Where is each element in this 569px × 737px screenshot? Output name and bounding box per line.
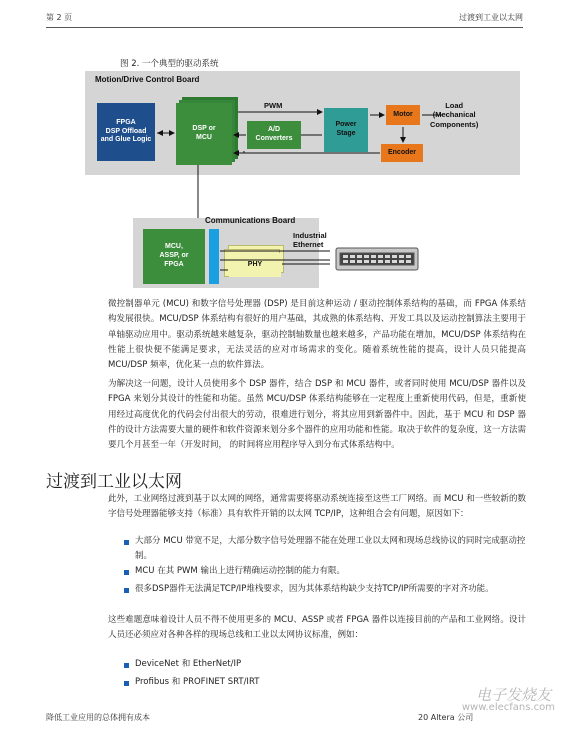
bullet-marker <box>124 570 129 575</box>
bullet-marker <box>124 681 129 686</box>
industrial-ethernet-label: Industrial Ethernet <box>293 231 327 250</box>
bullet-marker <box>124 540 129 545</box>
closing-paragraph: 这些难题意味着设计人员不得不使用更多的 MCU、ASSP 或者 FPGA 器件以连接目前的产品和工业网络。设计人员还必须应对各种各样的现场总线和工业以太网协议标准，例如： <box>108 615 526 641</box>
motor-box: Motor <box>386 105 420 125</box>
bullet-item-2: MCU 在其 PWM 输出上进行精确运动控制的能力有限。 <box>135 566 345 576</box>
ethernet-switch <box>336 248 418 270</box>
fpga-box: FPGA DSP Offload and Glue Logic <box>97 103 155 161</box>
mcu-assp-fpga-box: MCU, ASSP, or FPGA <box>143 229 205 284</box>
footer-publisher: 20 Altera 公司 <box>418 713 474 722</box>
watermark-brand: 电子发烧友 <box>475 686 551 704</box>
figure-caption: 图 2. 一个典型的驱动系统 <box>120 59 219 69</box>
board-title: Motion/Drive Control Board <box>95 75 200 84</box>
bullet-marker <box>124 663 129 668</box>
section-heading: 过渡到工业以太网 <box>46 472 182 492</box>
bullet-item-3: 很多DSP器件无法满足TCP/IP堆栈要求，因为其体系结构缺少支持TCP/IP所需要的字对齐功能。 <box>135 584 494 594</box>
dsp-mcu-box: DSP or MCU <box>176 103 232 165</box>
bullet-item-1: 大部分 MCU 带宽不足，大部分数字信号处理器不能在处理工业以太网和现场总线协议的同时完成驱动控制。 <box>135 536 526 561</box>
ad-converters-box: A/D Converters <box>247 121 301 149</box>
running-title: 过渡到工业以太网 <box>459 13 523 22</box>
pwm-label: PWM <box>264 101 283 110</box>
power-stage-box: Power Stage <box>324 108 368 152</box>
footer-title: 降低工业应用的总体拥有成本 <box>46 713 150 722</box>
paragraph-1: 微控制器单元 (MCU) 和数字信号处理器 (DSP) 是目前这种运动 / 驱动控制体系结构的基础，而 FPGA 体系结构发展很快。MCU/DSP 体系结构有很好的用户基础，其成熟的体系结构、开发工具以及运动控制算法主要用于单轴驱动应用中。驱动系统越来越复杂，驱动控制轴数量也越来越多，产品功能在增加，MCU/DSP 体系结构在性能上很快便不能满足要求，无法灵活的应对市场需求的变化。随着系统性能的提高，设计人员只能提高 MCU/DSP 频率，优化某一点的软件算法。 <box>108 299 526 371</box>
watermark-url: www.elecfans.com <box>461 702 555 713</box>
load-label: Load (Mechanical Components) <box>430 101 479 129</box>
paragraph-2: 为解决这一问题，设计人员使用多个 DSP 器件，结合 DSP 和 MCU 器件，或者同时使用 MCU/DSP 器件以及 FPGA 来划分其设计的性能和功能。虽然 MCU/DSP 体系结构能够在一定程度上重新使用代码，但是，重新使用经过高度优化的代码会付出很大的劳动，很难进行划分，将其应用到新器件中。因此，基于 MCU 和 DSP 器件的设计方法需要大量的硬件和软件资源来划分多个器件的应用功能和性能。取决于软件的复杂度，这一方法需要几个月甚至一年（开发时间， 的时间将应用程序导入到分布式体系结构中。 <box>108 379 526 451</box>
bullet-marker <box>124 588 129 593</box>
comm-connectors <box>0 220 569 300</box>
page-number: 第 2 页 <box>46 13 73 22</box>
comm-board-title: Communications Board <box>205 216 296 225</box>
section-intro: 此外，工业网络过渡到基于以太网的网络，通常需要将驱动系统连接至这些工厂网络。而 MCU 和一些较新的数字信号处理器能够支持（标准）具有软件开销的以太网 TCP/IP，这种组合会有问题，原因如下： <box>108 494 526 520</box>
encoder-box: Encoder <box>381 144 423 162</box>
phy-box-front: PHY <box>229 253 281 277</box>
bullet2-item-2: Profibus 和 PROFINET SRT/IRT <box>135 677 260 687</box>
bullet2-item-1: DeviceNet 和 EtherNet/IP <box>135 659 242 669</box>
